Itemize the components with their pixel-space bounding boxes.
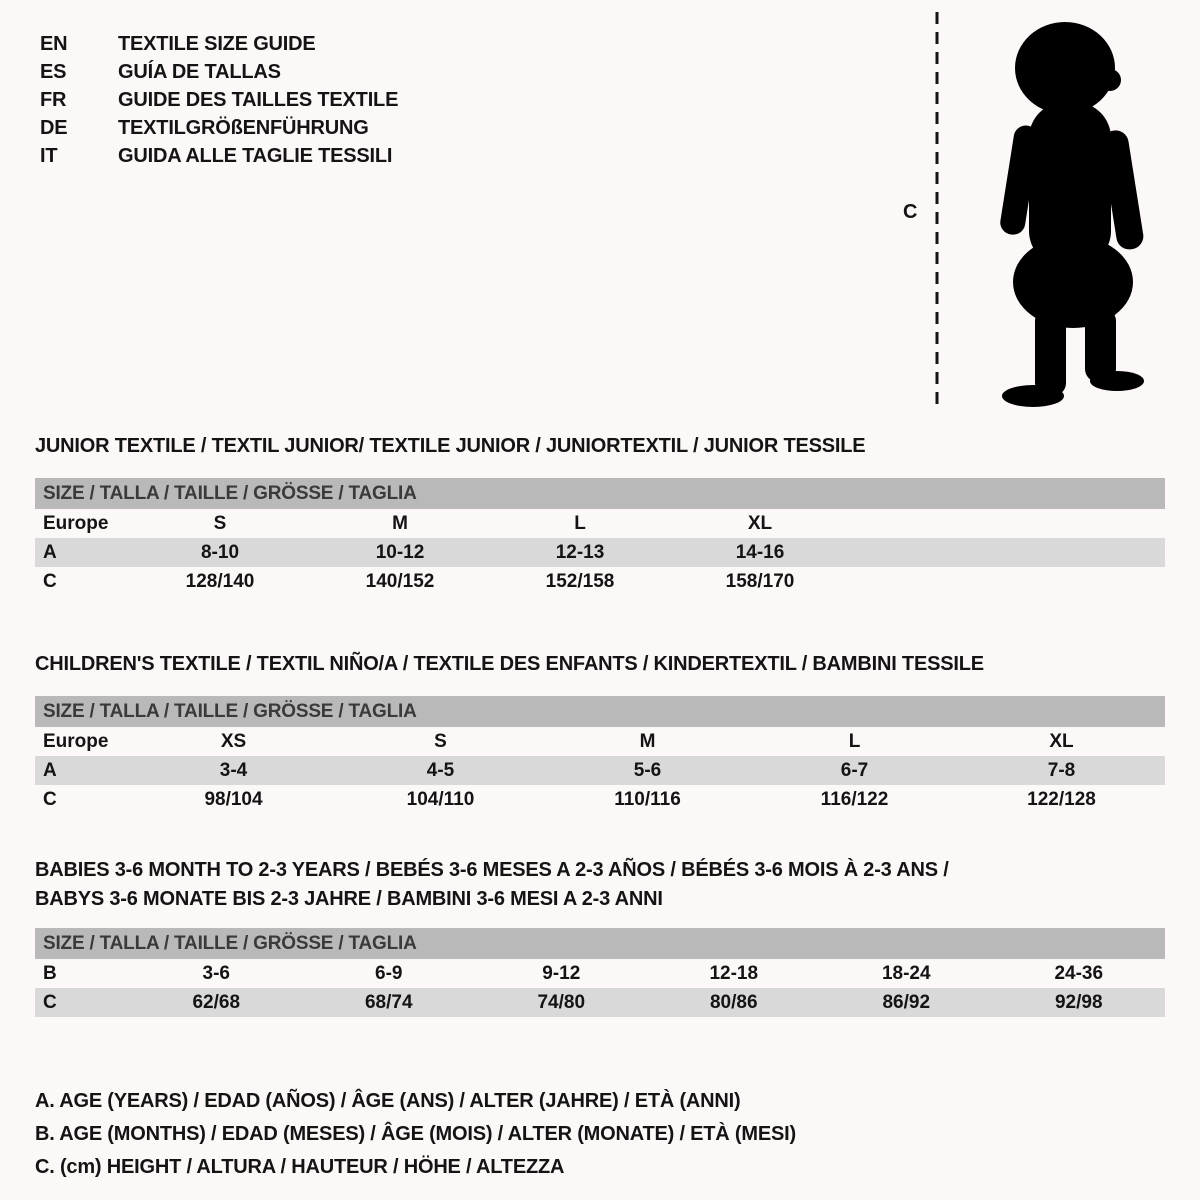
size-value: M	[392, 512, 408, 534]
size-value: 122/128	[1027, 788, 1096, 810]
size-value: 4-5	[426, 759, 455, 781]
size-value: 110/116	[614, 788, 681, 810]
height-measurement-figure	[903, 10, 1167, 415]
size-value: 6-7	[840, 759, 869, 781]
language-row	[40, 86, 398, 114]
guide-title: TEXTILE SIZE GUIDE	[118, 33, 316, 55]
size-value: 12-18	[709, 962, 759, 984]
size-value: L	[848, 730, 861, 752]
toddler-silhouette-svg	[927, 10, 1167, 415]
size-tables-content	[35, 434, 1165, 1184]
size-value: 116/122	[820, 788, 889, 810]
language-code: EN	[40, 33, 68, 55]
row-label: A	[43, 759, 57, 781]
babies-title-line-2: BABYS 3-6 MONATE BIS 2-3 JAHRE / BAMBINI 3-6 MESI A 2-3 ANNI	[35, 888, 663, 910]
language-row	[40, 58, 398, 86]
size-value: L	[574, 512, 586, 534]
table-row	[35, 756, 1165, 785]
size-value: 98/104	[204, 788, 263, 810]
size-value: 6-9	[375, 962, 403, 984]
empty-cell	[850, 538, 1165, 567]
size-value: S	[213, 512, 227, 534]
guide-title: GUIDA ALLE TAGLIE TESSILI	[118, 145, 393, 167]
language-code: IT	[40, 145, 58, 167]
size-value: 7-8	[1047, 759, 1076, 781]
size-value: XL	[1049, 730, 1074, 752]
language-code: ES	[40, 61, 67, 83]
size-value: 10-12	[375, 541, 425, 563]
language-row	[40, 142, 398, 170]
size-value: M	[639, 730, 656, 752]
row-label: Europe	[43, 730, 109, 752]
size-value: 74/80	[537, 991, 586, 1013]
babies-size-table	[35, 928, 1165, 1017]
size-value: 18-24	[881, 962, 931, 984]
babies-section	[35, 856, 1165, 1017]
size-value: 9-12	[542, 962, 581, 984]
size-value: 80/86	[709, 991, 758, 1013]
language-row	[40, 114, 398, 142]
size-value: XL	[747, 512, 773, 534]
legend-line-c: C. (cm) HEIGHT / ALTURA / HAUTEUR / HÖHE / ALTEZZA	[35, 1156, 565, 1178]
size-value: 3-6	[202, 962, 230, 984]
table-row	[35, 538, 1165, 567]
table-row	[35, 988, 1165, 1017]
size-table-header: SIZE / TALLA / TAILLE / GRÖSSE / TAGLIA	[35, 478, 1165, 509]
size-value: 8-10	[200, 541, 240, 563]
size-value: XS	[220, 730, 247, 752]
size-value: 14-16	[735, 541, 785, 563]
row-label: B	[43, 962, 57, 984]
size-value: 3-4	[219, 759, 248, 781]
size-value: 86/92	[882, 991, 931, 1013]
guide-title: GUÍA DE TALLAS	[118, 61, 281, 83]
size-value: 24-36	[1054, 962, 1104, 984]
toddler-silhouette	[999, 22, 1146, 407]
size-value: 5-6	[633, 759, 662, 781]
size-value: 68/74	[364, 991, 413, 1013]
guide-title: GUIDE DES TAILLES TEXTILE	[118, 89, 399, 111]
table-row	[35, 567, 1165, 596]
size-value: 140/152	[365, 570, 435, 592]
legend-line-a: A. AGE (YEARS) / EDAD (AÑOS) / ÂGE (ANS) / ALTER (JAHRE) / ETÀ (ANNI)	[35, 1090, 741, 1112]
junior-size-table	[35, 478, 1165, 596]
size-value: 12-13	[555, 541, 605, 563]
children-section	[35, 652, 1165, 814]
children-section-title: CHILDREN'S TEXTILE / TEXTIL NIÑO/A / TEXTILE DES ENFANTS / KINDERTEXTIL / BAMBINI TESSILE	[35, 653, 984, 675]
language-code: DE	[40, 117, 68, 139]
children-size-table	[35, 696, 1165, 814]
size-table-header: SIZE / TALLA / TAILLE / GRÖSSE / TAGLIA	[35, 696, 1165, 727]
legend	[35, 1085, 1165, 1184]
language-title-list	[40, 30, 398, 170]
size-value: 104/110	[406, 788, 475, 810]
table-row	[35, 727, 1165, 756]
babies-title-line-1: BABIES 3-6 MONTH TO 2-3 YEARS / BEBÉS 3-6 MESES A 2-3 AÑOS / BÉBÉS 3-6 MOIS À 2-3 ANS /	[35, 859, 949, 881]
language-code: FR	[40, 89, 67, 111]
table-row	[35, 785, 1165, 814]
height-marker-label: C	[903, 201, 918, 223]
size-value: S	[434, 730, 447, 752]
row-label: C	[43, 788, 57, 810]
size-value: 152/158	[545, 570, 615, 592]
empty-cell	[850, 567, 1165, 596]
junior-section	[35, 434, 1165, 596]
guide-title: TEXTILGRÖßENFÜHRUNG	[118, 117, 369, 139]
row-label: C	[43, 991, 57, 1013]
row-label: A	[43, 541, 57, 563]
empty-cell	[850, 509, 1165, 538]
size-value: 92/98	[1054, 991, 1103, 1013]
table-row	[35, 509, 1165, 538]
language-row	[40, 30, 398, 58]
babies-section-title	[35, 856, 1165, 914]
legend-line-b: B. AGE (MONTHS) / EDAD (MESES) / ÂGE (MOIS) / ALTER (MONATE) / ETÀ (MESI)	[35, 1123, 796, 1145]
size-table-header: SIZE / TALLA / TAILLE / GRÖSSE / TAGLIA	[35, 928, 1165, 959]
size-value: 62/68	[192, 991, 241, 1013]
size-value: 128/140	[185, 570, 255, 592]
table-row	[35, 959, 1165, 988]
row-label: Europe	[43, 512, 109, 534]
junior-section-title: JUNIOR TEXTILE / TEXTIL JUNIOR/ TEXTILE JUNIOR / JUNIORTEXTIL / JUNIOR TESSILE	[35, 435, 866, 457]
size-value: 158/170	[725, 570, 795, 592]
row-label: C	[43, 570, 57, 592]
